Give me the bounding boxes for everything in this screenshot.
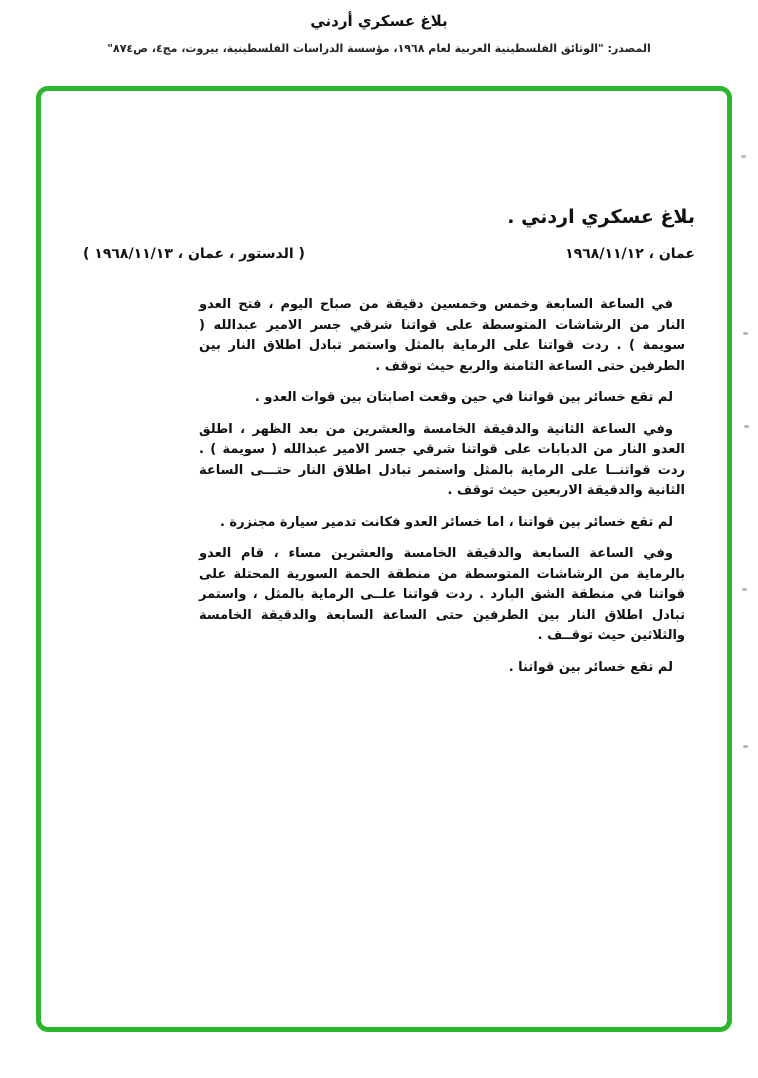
dateline-newspaper: ( الدستور ، عمان ، ١٩٦٨/١١/١٣ ) [83, 246, 305, 262]
document-body [199, 295, 685, 689]
paragraph-6: لم تقع خسائر بين قواتنا . [508, 659, 673, 675]
paragraph-4: لم تقع خسائر بين قواتنا ، اما خسائر العدو فكانت تدمير سيارة مجنزرة . [219, 514, 673, 530]
scan-artifact [743, 332, 748, 335]
page-header [0, 12, 758, 55]
source-citation: المصدر: "الوثائق الفلسطينية العربية لعام ١٩٦٨، مؤسسة الدراسات الفلسطينية، بيروت، مج٤، ص٨٧٤" [107, 42, 651, 55]
document-title: بلاغ عسكري اردني . [507, 206, 695, 228]
scan-artifact [743, 745, 748, 748]
paragraph-2: لم تقع خسائر بين قواتنا في حين وقعت اصابتان بين قوات العدو . [254, 390, 673, 405]
scan-artifact [742, 588, 747, 591]
document-frame [36, 86, 732, 1032]
paragraph-1: في الساعة السابعة وخمس وخمسين دقيقة من صباح اليوم ، فتح العدو النار من الرشاشات المتوسطة على قواتنا شرقي جسر الامير عبدالله ( سويمة ) . ردت قواتنا على الرماية بالمثل واستمر تبادل اطلاق النار بين الطرفين حتى الساعة الثامنة والربع حيث توقف . [199, 297, 685, 374]
paragraph-5: وفي الساعة السابعة والدقيقة الخامسة والعشرين مساء ، قام العدو بالرماية من الرشاشات المتوسطة من منطقة الحمة السورية المحتلة على قواتنا في منطقة الشق البارد . ردت قواتنا علــى الرماية بالمثل ، واستمر تبادل اطلاق النار بين الطرفين حتى الساعة السابعة والدقيقة الخامسة والثلاثين حيث توقــف . [199, 546, 685, 643]
scan-artifact [741, 155, 746, 158]
scan-artifact [744, 425, 749, 428]
dateline-place-date: عمان ، ١٩٦٨/١١/١٢ [565, 246, 695, 262]
dateline [83, 246, 695, 262]
page-title: بلاغ عسكري أردني [310, 12, 448, 30]
paragraph-3: وفي الساعة الثانية والدقيقة الخامسة والعشرين من بعد الظهر ، اطلق العدو النار من الدبابات على قواتنا شرقي جسر الامير عبدالله ( سويمة ) . ردت قواتنــا على الرماية بالمثل واستمر تبادل اطلاق النار حتـــى الساعة الثانية والدقيقة الاربعين حيث توقف . [199, 421, 685, 498]
